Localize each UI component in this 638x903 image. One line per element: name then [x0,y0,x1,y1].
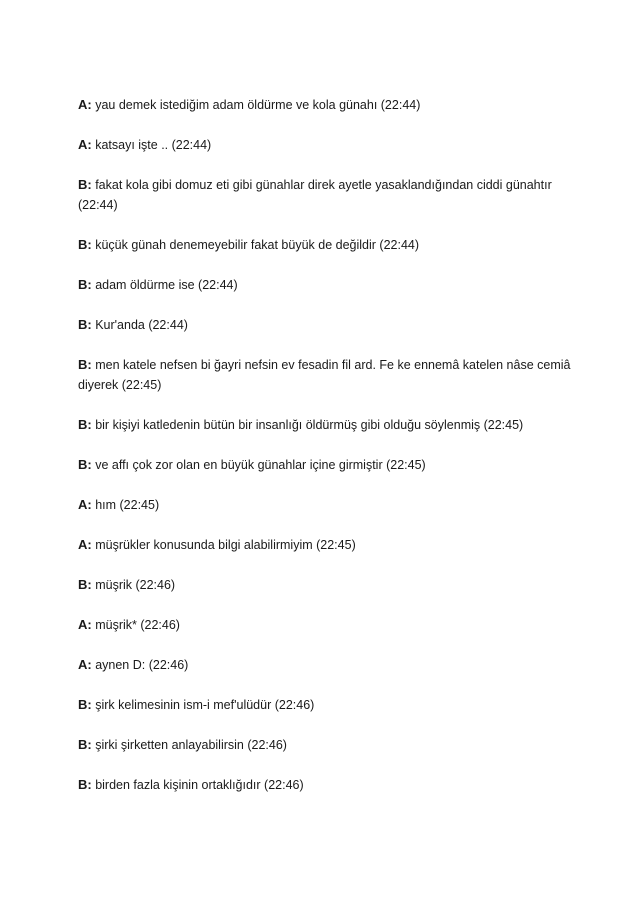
chat-message [78,495,573,515]
chat-message [78,235,573,255]
message-text: aynen D: (22:46) [95,658,189,672]
chat-message [78,655,573,675]
message-text: hım (22:45) [95,498,160,512]
speaker-label: B: [78,577,92,592]
chat-message [78,275,573,295]
chat-message [78,455,573,475]
message-text: müşrik* (22:46) [95,618,180,632]
speaker-label: A: [78,617,92,632]
chat-message [78,575,573,595]
message-text: birden fazla kişinin ortaklığıdır (22:46) [95,778,304,792]
speaker-label: B: [78,777,92,792]
speaker-label: A: [78,537,92,552]
chat-message [78,315,573,335]
speaker-label: B: [78,697,92,712]
chat-message [78,535,573,555]
message-text: yau demek istediğim adam öldürme ve kola günahı (22:44) [95,98,421,112]
message-text: şirki şirketten anlayabilirsin (22:46) [95,738,287,752]
speaker-label: B: [78,177,92,192]
speaker-label: A: [78,657,92,672]
message-text: şirk kelimesinin ism-i mef'ulüdür (22:46) [95,698,315,712]
chat-message [78,735,573,755]
speaker-label: B: [78,457,92,472]
chat-message [78,95,573,115]
chat-message [78,695,573,715]
message-text: müşrükler konusunda bilgi alabilirmiyim (22:45) [95,538,356,552]
speaker-label: B: [78,277,92,292]
message-text: fakat kola gibi domuz eti gibi günahlar direk ayetle yasaklandığından ciddi günahtır (22:44) [78,178,552,212]
chat-transcript [78,95,573,815]
chat-message [78,355,573,395]
speaker-label: A: [78,137,92,152]
message-text: Kur'anda (22:44) [95,318,188,332]
message-text: ve affı çok zor olan en büyük günahlar içine girmiştir (22:45) [95,458,426,472]
speaker-label: B: [78,357,92,372]
message-text: adam öldürme ise (22:44) [95,278,238,292]
chat-message [78,135,573,155]
message-text: katsayı işte .. (22:44) [95,138,212,152]
speaker-label: B: [78,737,92,752]
speaker-label: B: [78,417,92,432]
message-text: küçük günah denemeyebilir fakat büyük de değildir (22:44) [95,238,420,252]
chat-message [78,775,573,795]
chat-message [78,415,573,435]
speaker-label: A: [78,497,92,512]
chat-message [78,175,573,215]
message-text: bir kişiyi katledenin bütün bir insanlığı öldürmüş gibi olduğu söylenmiş (22:45) [95,418,524,432]
message-text: müşrik (22:46) [95,578,176,592]
chat-message [78,615,573,635]
speaker-label: A: [78,97,92,112]
message-text: men katele nefsen bi ğayri nefsin ev fesadin fil ard. Fe ke ennemâ katelen nâse cemiâ diyerek (22:45) [78,358,571,392]
speaker-label: B: [78,317,92,332]
speaker-label: B: [78,237,92,252]
